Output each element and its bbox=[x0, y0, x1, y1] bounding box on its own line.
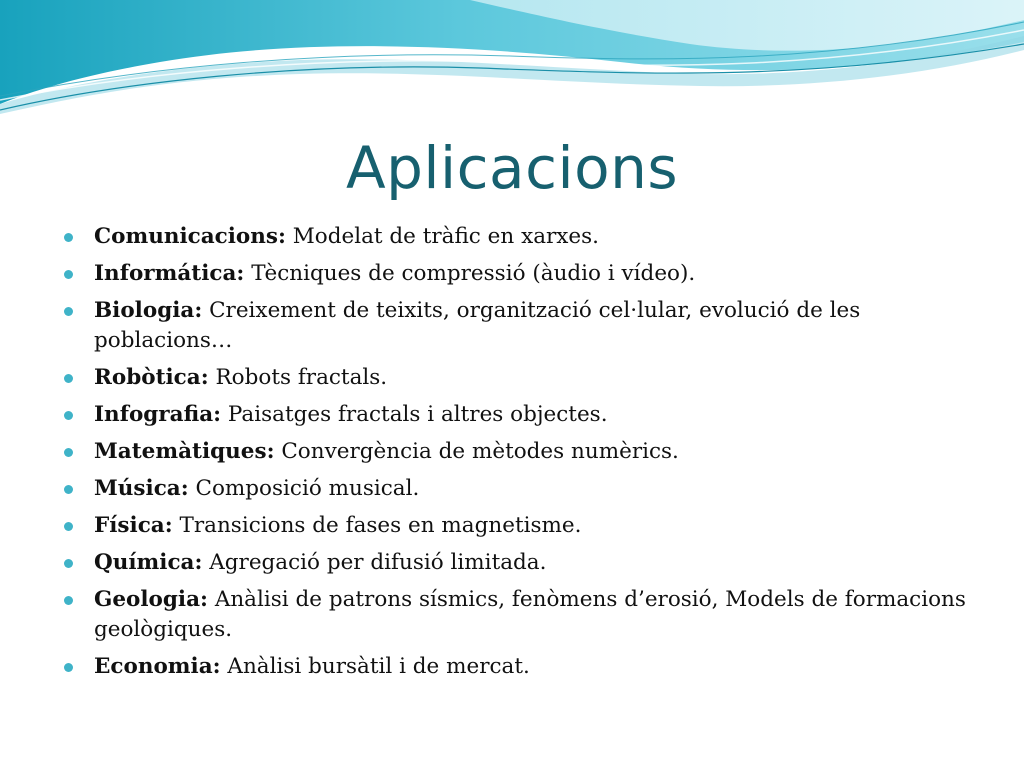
bullet-dot-icon bbox=[64, 307, 73, 316]
item-term: Informática: bbox=[94, 261, 245, 286]
bullet-dot-icon bbox=[64, 270, 73, 279]
list-item bbox=[60, 511, 980, 541]
item-term: Geologia: bbox=[94, 587, 208, 612]
list-item bbox=[60, 400, 980, 430]
item-term: Música: bbox=[94, 476, 189, 501]
item-description: Paisatges fractals i altres objectes. bbox=[227, 402, 608, 427]
item-description: Modelat de tràfic en xarxes. bbox=[292, 224, 600, 249]
bullet-dot-icon bbox=[64, 233, 73, 242]
list-item bbox=[60, 585, 980, 645]
item-description: Convergència de mètodes numèrics. bbox=[281, 439, 679, 464]
item-description: Transicions de fases en magnetisme. bbox=[179, 513, 582, 538]
list-item bbox=[60, 437, 980, 467]
bullet-dot-icon bbox=[64, 522, 73, 531]
list-item bbox=[60, 652, 980, 682]
item-term: Biologia: bbox=[94, 298, 203, 323]
item-description: Anàlisi de patrons sísmics, fenòmens d’erosió, Models de formacions geològiques. bbox=[94, 587, 966, 642]
list-item bbox=[60, 259, 980, 289]
item-description: Agregació per difusió limitada. bbox=[209, 550, 547, 575]
list-item bbox=[60, 474, 980, 504]
slide-title: Aplicacions bbox=[345, 134, 679, 202]
item-description: Tècniques de compressió (àudio i vídeo). bbox=[251, 261, 696, 286]
item-term: Matemàtiques: bbox=[94, 439, 275, 464]
wave-header-decoration bbox=[0, 0, 1024, 120]
item-term: Robòtica: bbox=[94, 365, 209, 390]
item-description: Creixement de teixits, organització cel·lular, evolució de les poblacions… bbox=[94, 298, 861, 353]
item-term: Comunicacions: bbox=[94, 224, 286, 249]
list-item bbox=[60, 222, 980, 252]
bullet-dot-icon bbox=[64, 663, 73, 672]
item-term: Física: bbox=[94, 513, 173, 538]
bullet-dot-icon bbox=[64, 411, 73, 420]
bullet-dot-icon bbox=[64, 485, 73, 494]
item-description: Anàlisi bursàtil i de mercat. bbox=[227, 654, 530, 679]
item-term: Economia: bbox=[94, 654, 221, 679]
item-description: Robots fractals. bbox=[215, 365, 388, 390]
item-term: Infografia: bbox=[94, 402, 222, 427]
list-item bbox=[60, 296, 980, 356]
bullet-dot-icon bbox=[64, 374, 73, 383]
bullet-dot-icon bbox=[64, 596, 73, 605]
item-description: Composició musical. bbox=[195, 476, 420, 501]
list-item bbox=[60, 363, 980, 393]
bullet-dot-icon bbox=[64, 559, 73, 568]
item-term: Química: bbox=[94, 550, 203, 575]
list-item bbox=[60, 548, 980, 578]
bullet-list bbox=[60, 222, 980, 689]
bullet-dot-icon bbox=[64, 448, 73, 457]
